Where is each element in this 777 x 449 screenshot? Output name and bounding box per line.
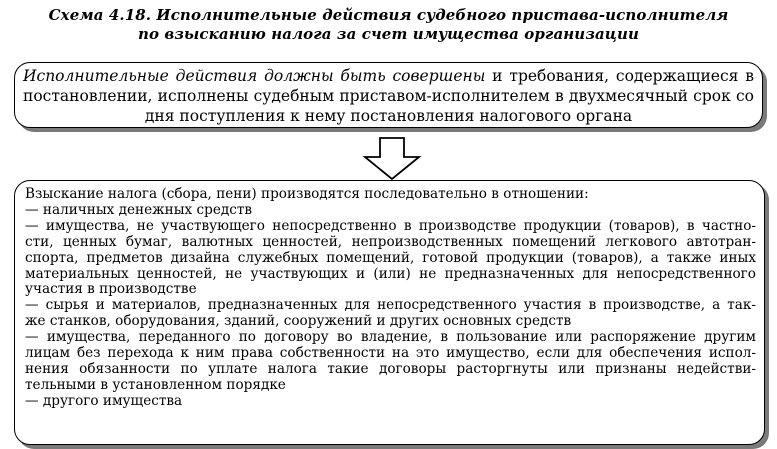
collection-line: тельными в установленном порядке <box>25 376 286 393</box>
diagram-title <box>0 6 777 44</box>
collection-line: сти, ценных бумаг, валютных ценностей, непроизводственных помещений легкового автотран- <box>25 233 756 250</box>
collection-line: — наличных денежных средств <box>25 201 253 218</box>
collection-order-box <box>14 180 765 445</box>
down-arrow-icon <box>361 137 423 181</box>
collection-line: лицам без перехода к ним права собственности на это имущество, если для обеспечения испол- <box>25 345 756 362</box>
title-line-1: Схема 4.18. Исполнительные действия судебного пристава-исполнителя <box>48 6 729 24</box>
collection-line: участия в производстве <box>25 281 197 298</box>
collection-line: — сырья и материалов, предназначенных для непосредственного участия в производстве, а так- <box>25 297 756 314</box>
requirement-italic-text: Исполнительные действия должны быть совершены <box>23 67 486 85</box>
collection-line: — другого имущества <box>25 392 183 409</box>
collection-line: спорта, предметов дизайна служебных помещений, готовой продукции (товаров), а также иных <box>25 249 756 266</box>
collection-line: — имущества, переданного по договору во владение, в пользование или распоряжение другим <box>25 329 756 346</box>
requirement-text: и требования, содержащиеся в постановлении, исполнены судебным приставом-исполнителем в двухмесячный срок со дня поступления к нему постановления налогового органа <box>23 67 754 125</box>
collection-line: Взыскание налога (сбора, пени) производятся последовательно в отношении: <box>25 186 589 202</box>
title-line-2: по взысканию налога за счет имущества организации <box>138 25 639 43</box>
collection-line: — имущества, не участвующего непосредственно в производстве продукции (товаров), в частно- <box>25 217 756 234</box>
collection-line: нения обязанности по уплате налога такие договоры расторгнуты или признаны недействи- <box>25 360 756 377</box>
collection-line: же станков, оборудования, зданий, сооружений и других основных средств <box>25 313 572 330</box>
collection-line: материальных ценностей, не участвующих и (или) не предназначенных для непосредственного <box>25 265 756 282</box>
requirement-box <box>14 62 763 128</box>
